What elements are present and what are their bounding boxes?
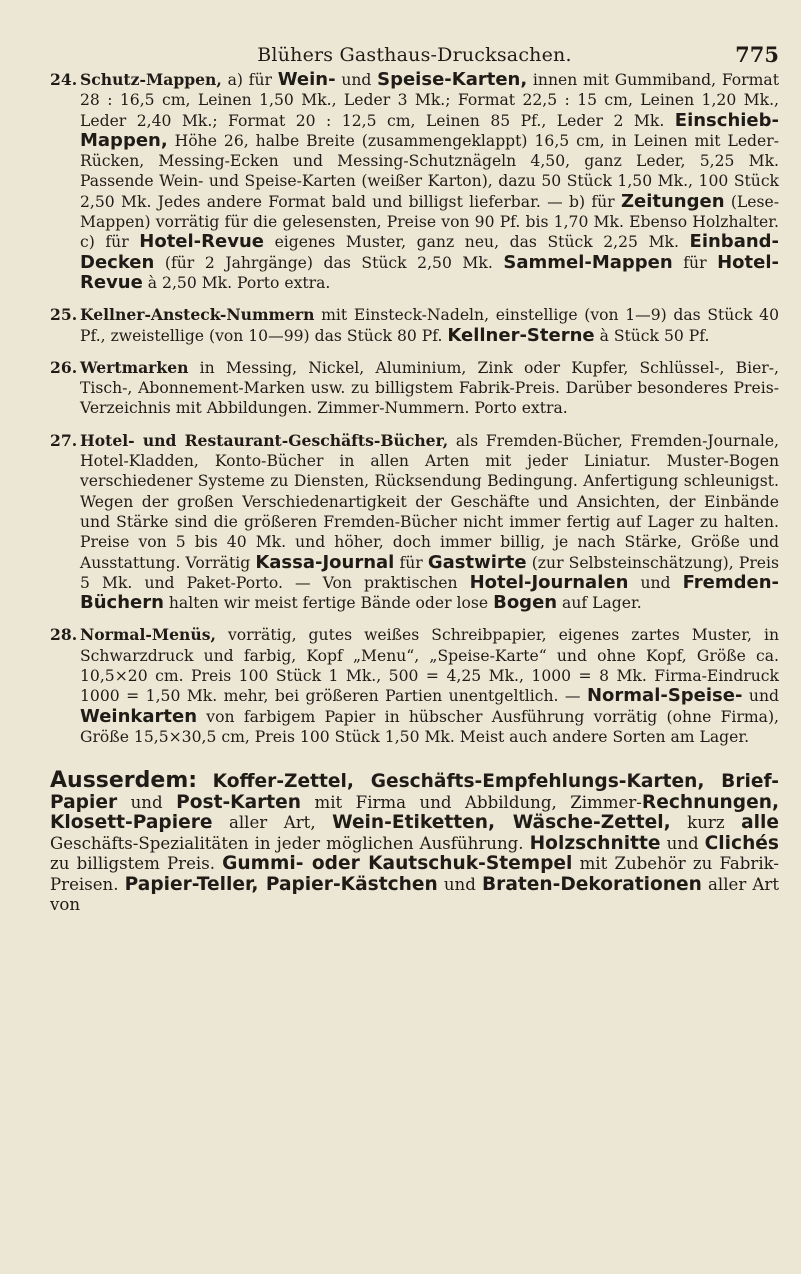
entry-number: 24.	[50, 70, 78, 89]
body-text: zu billigstem Preis.	[50, 854, 223, 874]
body-text: à 2,50 Mk. Porto extra.	[142, 273, 331, 292]
entry-keyword: Wertmarken	[80, 357, 189, 377]
body-text: kurz	[670, 813, 742, 833]
highlight-term: Sammel-Mappen	[503, 251, 673, 273]
entry-keyword: Hotel- und Restaurant-Geschäfts-Bücher,	[80, 430, 449, 450]
highlight-term: Gummi- oder Kautschuk-Stempel	[222, 853, 573, 875]
closing-paragraph	[50, 768, 780, 916]
body-text: a) für	[221, 71, 278, 89]
highlight-term: Holzschnitte	[529, 832, 661, 854]
body-text: und	[742, 687, 779, 706]
body-text: und	[437, 874, 482, 894]
highlight-term: Bogen	[493, 592, 558, 614]
body-text: aller Art von	[50, 874, 780, 915]
body-text: in Messing, Nickel, Aluminium, Zink oder Kupfer, Schlüssel-, Bier-, Tisch-, Abonnement-Marken usw. zu billigstem Fabrik-Preis. Darüber besonderes Preis-Verzeichnis mit Abbildungen. Zimmer-Nummern. Porto extra.	[80, 358, 779, 418]
body-text: für	[394, 553, 428, 572]
highlight-term: Hotel-Revue	[139, 231, 264, 253]
body-text: und	[117, 792, 177, 812]
highlight-term: Braten-Dekorationen	[482, 873, 702, 895]
body-text: aller Art,	[212, 813, 333, 833]
catalog-entry	[50, 358, 779, 419]
body-text: (für 2 Jahrgänge) das Stück 2,50 Mk.	[154, 253, 504, 272]
entry-number: 27.	[50, 430, 78, 450]
body-text: und	[628, 573, 683, 592]
catalog-entry	[50, 625, 779, 747]
highlight-term: Zeitungen	[620, 190, 725, 212]
entry-number: 28.	[50, 625, 78, 645]
highlight-term: Wein-	[277, 69, 336, 90]
catalog-entry	[50, 70, 779, 293]
highlight-term: Gastwirte	[427, 551, 527, 573]
body-text: vorrätig, gutes weißes Schreibpapier, eigenes zartes Muster, in Schwarzdruck und farbig, Kopf „Menu“, „Speise-Karte“ und ohne Kopf, Größe ca. 10,5×20 cm. Preis 100 Stück 1 Mk., 500 = 4,25 Mk., 1000 = 8 Mk. Firma-Eindruck 1000 = 1,50 Mk. mehr, bei größeren Partien unentgeltlich. —	[80, 626, 779, 706]
highlight-term: Einband-Decken	[80, 231, 780, 273]
highlight-term: Speise-Karten,	[377, 69, 528, 90]
highlight-term: Weinkarten	[80, 705, 198, 727]
body-text: mit Zubehör zu Fabrik-Preisen.	[50, 854, 780, 894]
body-text: eigenes Muster, ganz neu, das Stück 2,25 Mk.	[263, 233, 690, 252]
running-title: Blühers Gasthaus-Drucksachen.	[257, 44, 572, 66]
lead-word: Ausserdem:	[50, 768, 198, 794]
body-text: Höhe 26, halbe Breite (zusammengeklappt) 16,5 cm, in Leinen mit Leder-Rücken, Messing-Ecken und Messing-Schutznägeln 4,50, ganz Leder, 5,25 Mk. Passende Wein- und Speise-Karten (weißer Karton), dazu 50 Stück 1,50 Mk., 100 Stück 2,50 Mk. Jedes andere Format bald und billigst lieferbar. — b) für	[80, 131, 779, 211]
highlight-term: Fremden-Büchern	[80, 571, 779, 614]
highlight-term: Hotel-Journalen	[469, 571, 629, 593]
highlight-term: Hotel-Revue	[80, 251, 779, 293]
body-text: und	[335, 71, 378, 89]
body-text: (Lese-Mappen) vorrätig für die gelesensten, Preise von 90 Pf. bis 1,70 Mk. Ebenso Holzhalter. c) für	[80, 192, 779, 252]
entry-number: 25.	[50, 305, 78, 325]
catalog-entry	[50, 431, 779, 614]
highlight-term: Einschieb-Mappen,	[80, 109, 779, 151]
highlight-term: Wein-Etiketten, Wäsche-Zettel,	[332, 812, 671, 834]
entry-number: 26.	[50, 357, 78, 377]
body-text: von farbigem Papier in hübscher Ausführung vorrätig (ohne Firma), Größe 15,5×30,5 cm, Preis 100 Stück 1,50 Mk. Meist auch andere Sorten am Lager.	[80, 707, 779, 746]
highlight-term: Normal-Speise-	[586, 685, 743, 707]
catalog-entry	[50, 305, 779, 346]
entry-keyword: Schutz-Mappen,	[80, 70, 222, 89]
highlight-term: Post-Karten	[176, 791, 302, 813]
body-text: innen mit Gummiband, Format 28 : 16,5 cm, Leinen 1,50 Mk., Leder 3 Mk.; Format 22,5 : 15 cm, Leinen 1,20 Mk., Leder 2,40 Mk.; Format 20 : 12,5 cm, Leinen 85 Pf., Leder 2 Mk.	[80, 71, 779, 130]
body-text: mit Einsteck-Nadeln, einstellige (von 1—9) das Stück 40 Pf., zweistellige (von 10—99) das Stück 80 Pf.	[80, 306, 779, 345]
entry-keyword: Normal-Menüs,	[80, 625, 216, 645]
highlight-term: Kellner-Sterne	[447, 324, 595, 346]
body-text	[197, 772, 213, 791]
page-header	[50, 0, 779, 70]
body-text: (zur Selbsteinschätzung), Preis 5 Mk. und Paket-Porto. — Von praktischen	[80, 553, 779, 592]
highlight-term: Koffer-Zettel, Geschäfts-Empfehlungs-Karten, Brief-Papier	[50, 771, 779, 813]
highlight-term: Papier-Teller, Papier-Kästchen	[124, 873, 438, 895]
highlight-term: Rechnungen, Klosett-Papiere	[50, 791, 780, 834]
body-text: halten wir meist fertige Bände oder lose	[163, 594, 494, 613]
page-number: 775	[735, 42, 779, 67]
entry-list	[50, 70, 779, 747]
body-text: mit Firma und Abbildung, Zimmer-	[301, 792, 642, 812]
highlight-term: Kassa-Journal	[255, 551, 395, 573]
highlight-term: Clichés	[704, 832, 779, 854]
body-text: à Stück 50 Pf.	[594, 326, 710, 345]
body-text: Geschäfts-Spezialitäten in jeder möglichen Ausführung.	[50, 833, 530, 853]
entry-keyword: Kellner-Ansteck-Nummern	[80, 305, 315, 325]
body-text: und	[660, 833, 705, 853]
body-text: als Fremden-Bücher, Fremden-Journale, Hotel-Kladden, Konto-Bücher in allen Arten mit jeder Liniatur. Muster-Bogen verschiedener Systeme zu Diensten, Rücksendung Bedingung. Anfertigung schleunigst. Wegen der großen Verschiedenartigkeit der Geschäfte und Ansichten, der Einbände und Stärke sind die größeren Fremden-Bücher nicht immer fertig auf Lager zu halten. Preise von 5 bis 40 Mk. und höher, doch immer billig, je nach Stärke, Größe und Ausstattung. Vorrätig	[80, 431, 779, 572]
highlight-term: alle	[741, 812, 779, 834]
body-text: auf Lager.	[557, 594, 642, 613]
body-text: für	[672, 253, 718, 272]
